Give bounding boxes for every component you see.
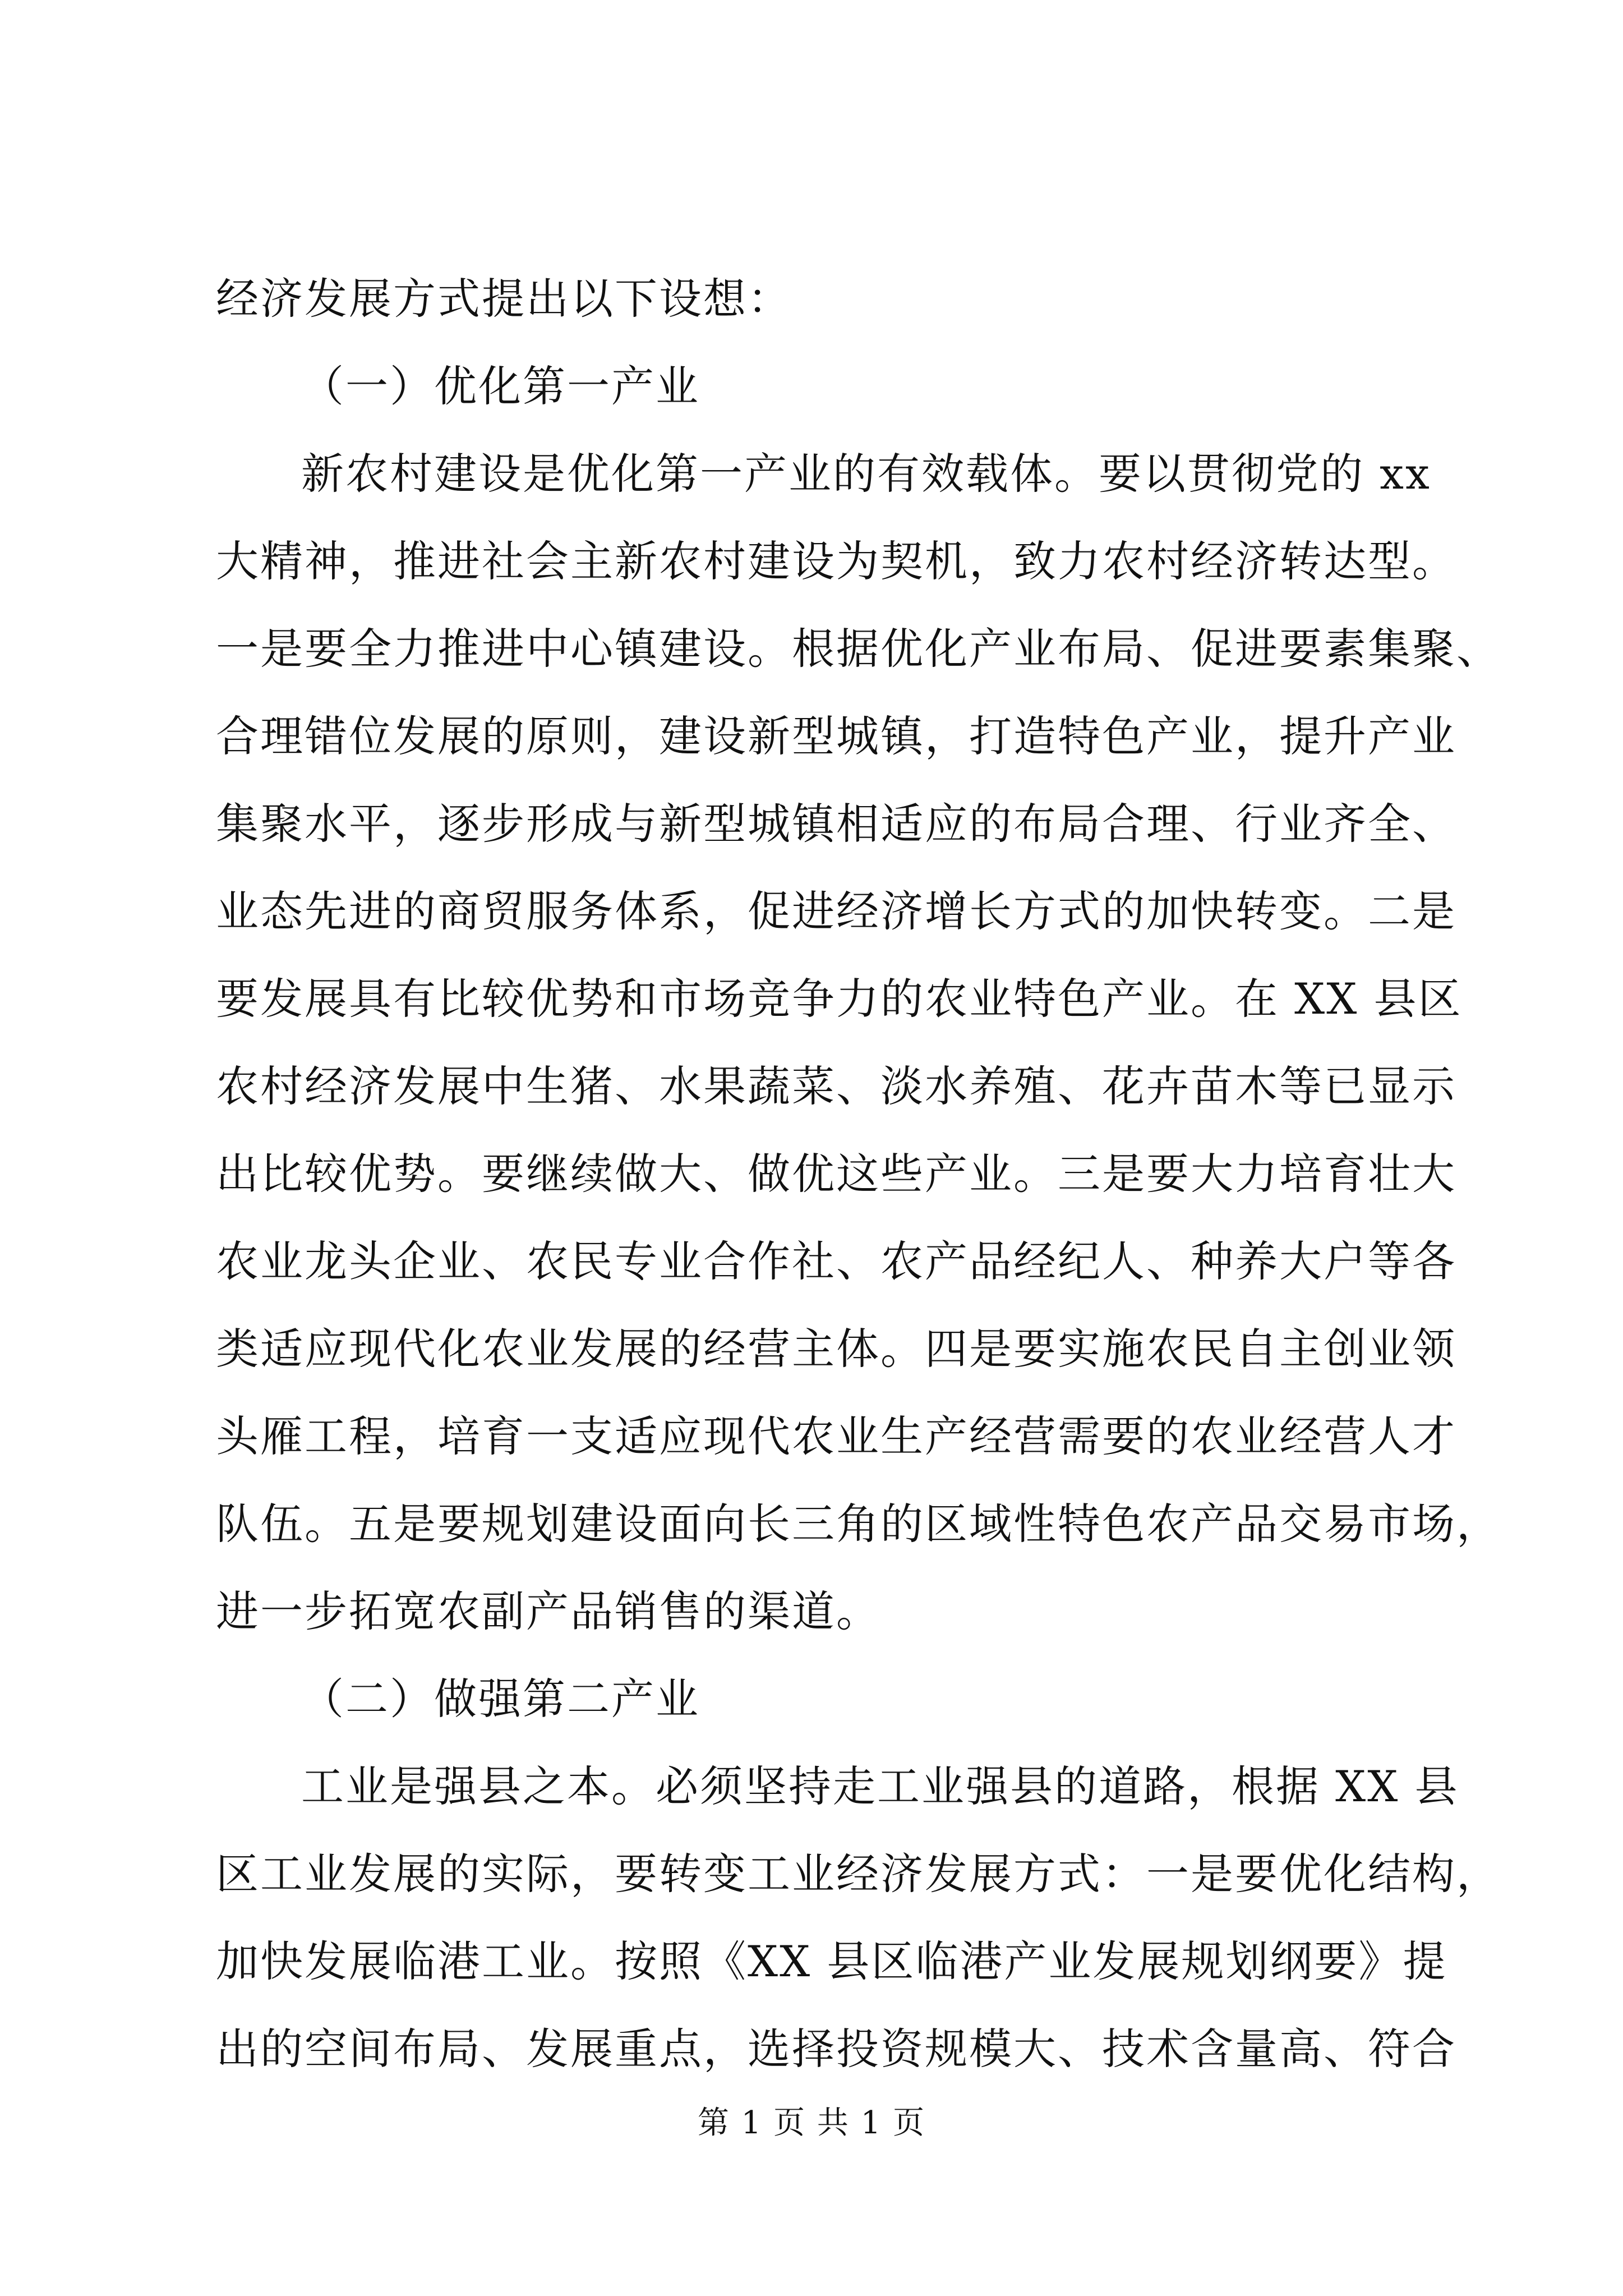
document-body [216,255,1501,2093]
text-line: 一是要全力推进中心镇建设。根据优化产业布局、促进要素集聚、 [216,624,1501,674]
text-line: 农业龙头企业、农民专业合作社、农产品经纪人、种养大户等各 [216,1236,1456,1286]
text-line: 出的空间布局、发展重点，选择投资规模大、技术含量高、符合 [216,2024,1456,2074]
text-line: 头雁工程，培育一支适应现代农业生产经营需要的农业经营人才 [216,1411,1456,1461]
text-line: 大精神，推进社会主新农村建设为契机，致力农村经济转达型。 [216,536,1456,586]
text-line: 队伍。五是要规划建设面向长三角的区域性特色农产品交易市场， [216,1499,1501,1549]
text-line: 要发展具有比较优势和市场竞争力的农业特色产业。在 XX 县区 [216,974,1463,1024]
text-line: 业态先进的商贸服务体系，促进经济增长方式的加快转变。二是 [216,886,1456,936]
text-line: 区工业发展的实际，要转变工业经济发展方式：一是要优化结构， [216,1849,1501,1899]
text-line: 集聚水平，逐步形成与新型城镇相适应的布局合理、行业齐全、 [216,799,1456,849]
text-line: 农村经济发展中生猪、水果蔬菜、淡水养殖、花卉苗木等已显示 [216,1061,1456,1111]
paragraph-first-line: 新农村建设是优化第一产业的有效载体。要以贯彻党的 xx [301,449,1431,499]
section-heading-1: （一）优化第一产业 [301,361,700,411]
text-line: 合理错位发展的原则，建设新型城镇，打造特色产业，提升产业 [216,711,1456,761]
page-footer: 第 1 页 共 1 页 [697,2105,926,2141]
text-line: 类适应现代化农业发展的经营主体。四是要实施农民自主创业领 [216,1324,1456,1374]
text-line: 进一步拓宽农副产品销售的渠道。 [216,1586,880,1636]
text-line: 出比较优势。要继续做大、做优这些产业。三是要大力培育壮大 [216,1149,1456,1199]
paragraph-first-line: 工业是强县之本。必须坚持走工业强县的道路，根据 XX 县 [301,1761,1459,1811]
section-heading-2: （二）做强第二产业 [301,1674,700,1724]
text-line: 加快发展临港工业。按照《XX 县区临港产业发展规划纲要》提 [216,1936,1447,1986]
text-line: 经济发展方式提出以下设想： [216,274,792,324]
